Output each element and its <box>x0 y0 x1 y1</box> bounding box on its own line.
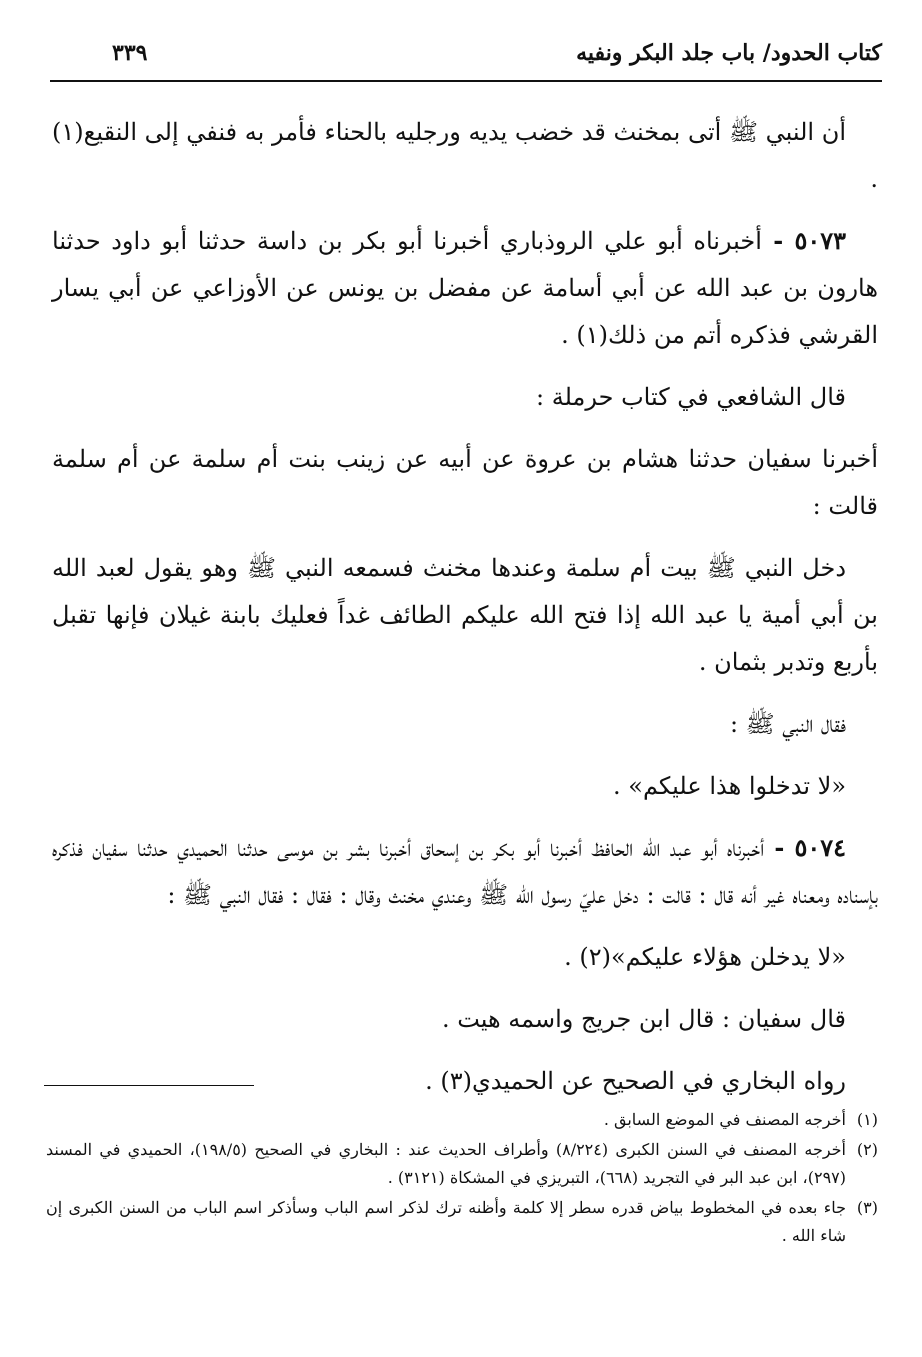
footnote-divider <box>44 1085 254 1086</box>
hadith-number: ٥٠٧٤ - <box>764 833 847 862</box>
page-number: ٣٣٩ <box>112 40 148 66</box>
quote: «لا تدخلوا هذا عليكم» . <box>613 772 846 800</box>
footnote-number: (٣) <box>856 1198 878 1217</box>
paragraph: قال الشافعي في كتاب حرملة : <box>535 383 846 411</box>
footnote <box>46 1106 878 1134</box>
footnote-text: أخرجه المصنف في السنن الكبرى (٨/٢٢٤) وأطراف الحديث عند : البخاري في الصحيح (١٩٨/٥)، الحميدي في المسند (٢٩٧)، ابن عبد البر في التجريد (٦٦٨)، التبريزي في المشكاة (٣١٢١) . <box>46 1140 847 1187</box>
hadith-number: ٥٠٧٣ - <box>761 226 846 255</box>
footnote-text: جاء بعده في المخطوط بياض قدره سطر إلا كلمة وأظنه ترك لذكر اسم الباب وسأذكر اسم الباب من السنن الكبرى إن شاء الله . <box>46 1198 846 1245</box>
paragraph: أخبرنا سفيان حدثنا هشام بن عروة عن أبيه عن زينب بنت أم سلمة عن أم سلمة قالت : <box>52 445 878 520</box>
footnote-number: (١) <box>856 1110 878 1129</box>
paragraph: أن النبي ﷺ أتى بمخنث قد خضب يديه ورجليه بالحناء فأمر به فنفي إلى النقيع(١) . <box>52 118 878 193</box>
header-divider <box>50 80 882 82</box>
paragraph: فقال النبي ﷺ : <box>729 710 846 738</box>
hadith-5074: ٥٠٧٤ - أخبرناه أبو عبد الله الحافظ أخبرنا أبو بكر بن إسحاق أخبرنا بشر بن موسى حدثنا الحميدي حدثنا سفيان فذكره بإسناده ومعناه غير أنه قال : قالت : دخل عليّ رسول الله ﷺ وعندي مخنث وقال : فقال : فقال النبي ﷺ : <box>52 833 878 909</box>
quote: «لا يدخلن هؤلاء عليكم»(٢) . <box>564 943 846 971</box>
paragraph: رواه البخاري في الصحيح عن الحميدي(٣) . <box>425 1067 846 1095</box>
footnote <box>46 1136 878 1192</box>
paragraph: قال سفيان : قال ابن جريج واسمه هيت . <box>441 1005 846 1033</box>
running-header: كتاب الحدود/ باب جلد البكر ونفيه <box>576 40 882 66</box>
footnote-text: أخرجه المصنف في الموضع السابق . <box>603 1110 846 1129</box>
main-text <box>52 108 878 1119</box>
paragraph: دخل النبي ﷺ بيت أم سلمة وعندها مخنث فسمعه النبي ﷺ وهو يقول لعبد الله بن أبي أمية يا عبد الله إذا فتح الله عليكم الطائف غداً فعليك بابنة غيلان فإنها تقبل بأربع وتدبر بثمان . <box>52 554 878 676</box>
footnotes <box>46 1106 878 1252</box>
hadith-5073: ٥٠٧٣ - أخبرناه أبو علي الروذباري أخبرنا أبو بكر بن داسة حدثنا أبو داود حدثنا هارون بن عبد الله عن أبي أسامة عن مفضل بن يونس عن الأوزاعي عن أبي يسار القرشي فذكره أتم من ذلك(١) . <box>52 226 878 349</box>
footnote-number: (٢) <box>856 1140 878 1159</box>
footnote <box>46 1194 878 1250</box>
